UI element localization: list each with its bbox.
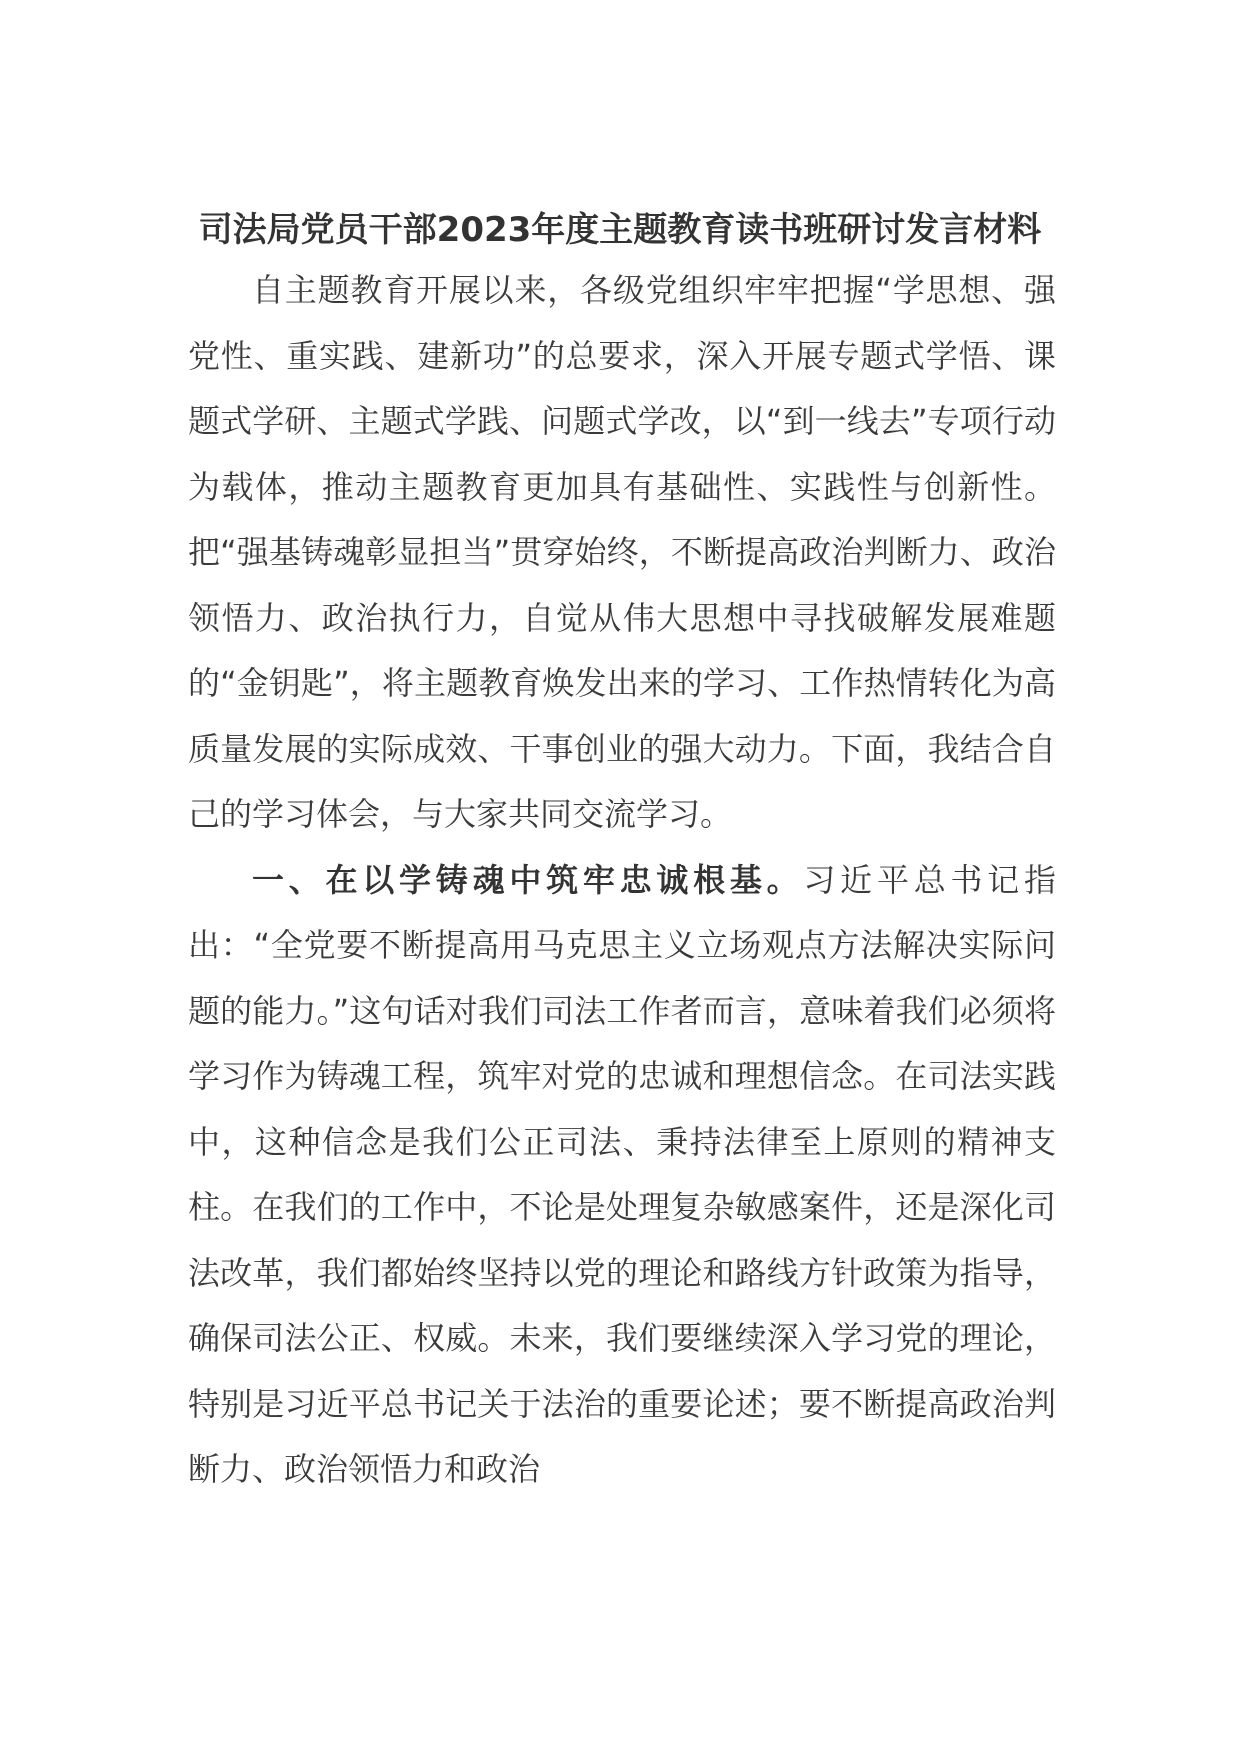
section-one-paragraph bbox=[188, 848, 1056, 1503]
section-one-text: 习近平总书记指出：“全党要不断提高用马克思主义立场观点方法解决实际问题的能力。”这句话对我们司法工作者而言，意味着我们必须将学习作为铸魂工程，筑牢对党的忠诚和理想信念。在司法实践中，这种信念是我们公正司法、秉持法律至上原则的精神支柱。在我们的工作中，不论是处理复杂敏感案件，还是深化司法改革，我们都始终坚持以党的理论和路线方针政策为指导，确保司法公正、权威。未来，我们要继续深入学习党的理论，特别是习近平总书记关于法治的重要论述；要不断提高政治判断力、政治领悟力和政治 bbox=[188, 860, 1056, 1488]
intro-paragraph: 自主题教育开展以来，各级党组织牢牢把握“学思想、强党性、重实践、建新功”的总要求，深入开展专题式学悟、课题式学研、主题式学践、问题式学改，以“到一线去”专项行动为载体，推动主题教育更加具有基础性、实践性与创新性。把“强基铸魂彰显担当”贯穿始终，不断提高政治判断力、政治领悟力、政治执行力，自觉从伟大思想中寻找破解发展难题的“金钥匙”，将主题教育焕发出来的学习、工作热情转化为高质量发展的实际成效、干事创业的强大动力。下面，我结合自己的学习体会，与大家共同交流学习。 bbox=[188, 271, 1056, 833]
section-one-heading: 一、在以学铸魂中筑牢忠诚根基。 bbox=[252, 860, 804, 899]
document-title: 司法局党员干部2023年度主题教育读书班研讨发言材料 bbox=[198, 210, 1042, 250]
document-body bbox=[188, 258, 1056, 1503]
